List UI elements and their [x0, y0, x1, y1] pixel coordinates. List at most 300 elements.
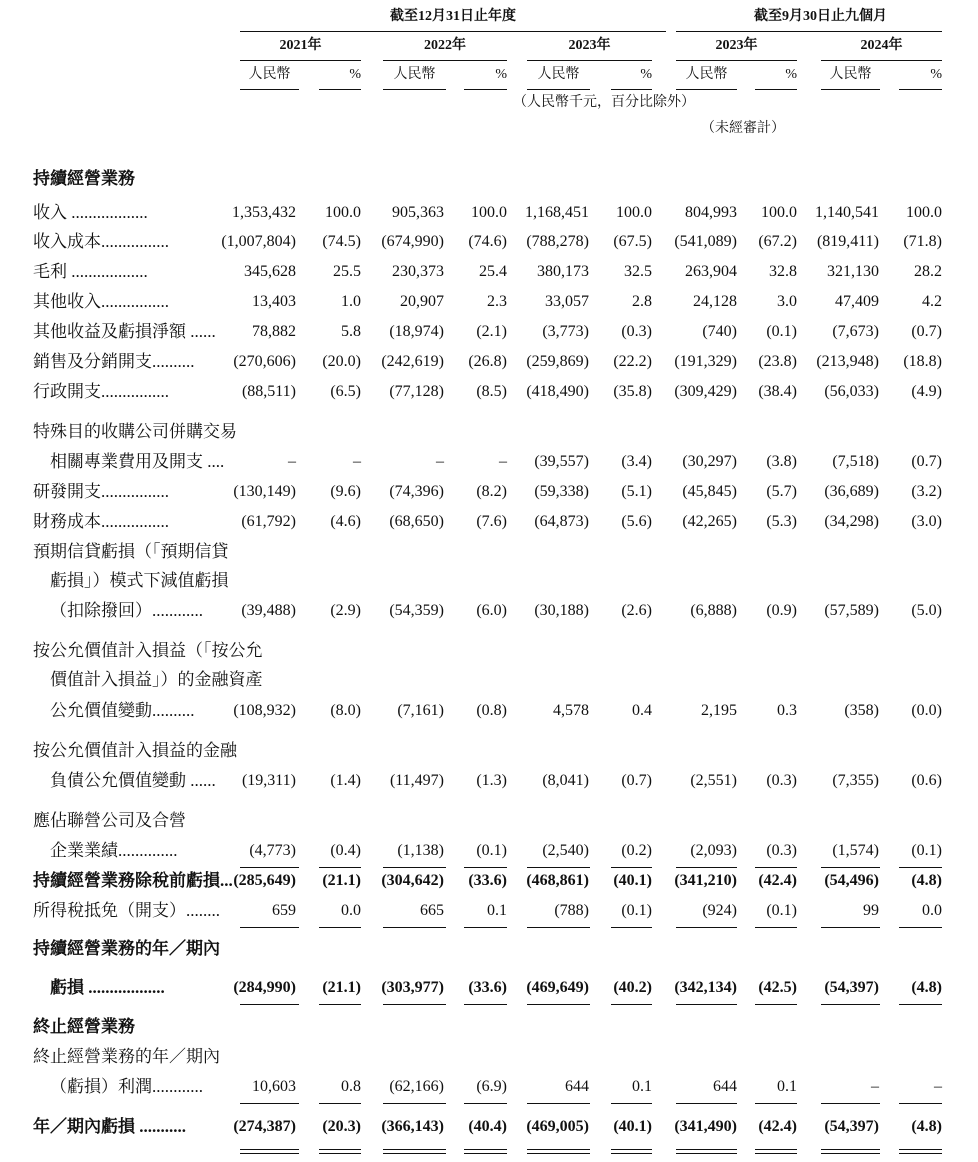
cell-value: (30,188)	[534, 602, 589, 619]
cell-value: (274,387)	[233, 1118, 296, 1135]
cell-value: 380,173	[537, 263, 589, 280]
cell-value: (2,551)	[690, 772, 737, 789]
cell-value: (1,574)	[832, 842, 879, 859]
row-label: （扣除撥回）............	[50, 601, 203, 620]
cell-value: 20,907	[400, 293, 444, 310]
cell-value: 10,603	[252, 1078, 296, 1095]
cell-value: 644	[565, 1078, 589, 1095]
cell-value: (924)	[702, 902, 737, 919]
year-header: 2022年	[424, 38, 466, 53]
cell-underline	[464, 1103, 507, 1104]
cell-value: 100.0	[325, 204, 361, 221]
cell-value: (0.3)	[766, 842, 797, 859]
cell-value: (2.9)	[330, 602, 361, 619]
cell-value: (6.5)	[330, 383, 361, 400]
cell-value: 1,353,432	[232, 204, 296, 221]
row-label: 研發開支................	[33, 482, 169, 501]
row-label: 其他收益及虧損淨額 ......	[33, 322, 216, 341]
percent-header: %	[930, 67, 942, 82]
cell-underline	[821, 1103, 880, 1104]
cell-value: (8.5)	[476, 383, 507, 400]
cell-value: 0.4	[632, 702, 652, 719]
cell-value: (33.6)	[468, 872, 507, 889]
cell-value: (0.0)	[911, 702, 942, 719]
cell-value: (2,093)	[690, 842, 737, 859]
cell-underline	[240, 1103, 299, 1104]
currency-rule	[821, 89, 880, 90]
cell-value: 100.0	[906, 204, 942, 221]
cell-double-underline	[676, 1149, 737, 1154]
row-label: 按公允價值計入損益（「按公允	[33, 641, 263, 660]
cell-value: 2.3	[487, 293, 507, 310]
row-label: 財務成本................	[33, 512, 169, 531]
cell-value: (309,429)	[674, 383, 737, 400]
cell-underline	[821, 1004, 880, 1005]
currency-header: 人民幣	[829, 67, 872, 82]
cell-value: 1.0	[341, 293, 361, 310]
cell-underline	[755, 927, 797, 928]
cell-value: (64,873)	[534, 513, 589, 530]
currency-header: 人民幣	[248, 67, 291, 82]
row-label: 虧損 ..................	[50, 978, 165, 997]
percent-rule	[899, 89, 942, 90]
cell-value: (0.1)	[911, 842, 942, 859]
cell-value: 33,057	[545, 293, 589, 310]
cell-value: (59,338)	[534, 483, 589, 500]
row-label: 公允價值變動..........	[50, 701, 195, 720]
cell-underline	[676, 867, 737, 868]
cell-value: (2.1)	[476, 323, 507, 340]
cell-value: (4.8)	[911, 1118, 942, 1135]
cell-value: (0.8)	[476, 702, 507, 719]
cell-value: 804,993	[685, 204, 737, 221]
cell-value: (8,041)	[542, 772, 589, 789]
year-header: 2021年	[279, 38, 322, 53]
cell-value: (788)	[554, 902, 589, 919]
cell-double-underline	[383, 1149, 446, 1154]
row-label: 年／期內虧損 ...........	[33, 1117, 186, 1136]
percent-rule	[319, 89, 361, 90]
cell-value: (40.4)	[468, 1118, 507, 1135]
row-label: 應佔聯營公司及合營	[33, 811, 186, 830]
cell-value: (74.5)	[322, 233, 361, 250]
cell-underline	[611, 927, 652, 928]
cell-value: (1.4)	[330, 772, 361, 789]
cell-value: (35.8)	[613, 383, 652, 400]
cell-value: 47,409	[835, 293, 879, 310]
percent-rule	[755, 89, 797, 90]
row-label: 持續經營業務除稅前虧損...	[33, 871, 233, 890]
row-label: 終止經營業務的年／期內	[33, 1047, 220, 1066]
percent-header: %	[785, 67, 797, 82]
cell-value: (7,355)	[832, 772, 879, 789]
percent-header: %	[495, 67, 507, 82]
cell-value: (0.9)	[766, 602, 797, 619]
cell-underline	[755, 1004, 797, 1005]
cell-value: (2,540)	[542, 842, 589, 859]
row-label: 其他收入................	[33, 292, 169, 311]
percent-header: %	[349, 67, 361, 82]
currency-rule	[676, 89, 737, 90]
cell-value: (56,033)	[824, 383, 879, 400]
cell-value: (77,128)	[389, 383, 444, 400]
cell-value: (5.1)	[621, 483, 652, 500]
cell-value: (62,166)	[389, 1078, 444, 1095]
cell-value: (20.0)	[322, 353, 361, 370]
cell-value: 4.2	[922, 293, 942, 310]
cell-value: (7.6)	[476, 513, 507, 530]
cell-value: (8.2)	[476, 483, 507, 500]
header-group-annual: 截至12月31日止年度	[390, 9, 516, 24]
row-label: 預期信貸虧損（「預期信貸	[33, 542, 229, 561]
cell-value: (42,265)	[682, 513, 737, 530]
cell-value: 2.8	[632, 293, 652, 310]
cell-value: (108,932)	[233, 702, 296, 719]
cell-value: (130,149)	[233, 483, 296, 500]
cell-underline	[527, 1103, 590, 1104]
cell-value: (67.5)	[613, 233, 652, 250]
cell-value: 644	[713, 1078, 737, 1095]
cell-value: (304,642)	[381, 872, 444, 889]
cell-value: (4.8)	[911, 872, 942, 889]
cell-underline	[611, 867, 652, 868]
cell-value: (6.9)	[476, 1078, 507, 1095]
cell-underline	[240, 867, 299, 868]
cell-double-underline	[527, 1149, 590, 1154]
cell-value: 5.8	[341, 323, 361, 340]
cell-value: (54,397)	[824, 979, 879, 996]
cell-underline	[676, 1103, 737, 1104]
cell-double-underline	[240, 1149, 299, 1154]
cell-value: (358)	[844, 702, 879, 719]
cell-double-underline	[464, 1149, 507, 1154]
cell-value: (57,589)	[824, 602, 879, 619]
row-label: 所得稅抵免（開支）........	[33, 901, 220, 920]
cell-value: (259,869)	[526, 353, 589, 370]
cell-value: 78,882	[252, 323, 296, 340]
row-label: 銷售及分銷開支..........	[33, 352, 195, 371]
cell-value: 100.0	[471, 204, 507, 221]
cell-value: (74.6)	[468, 233, 507, 250]
cell-value: (4.9)	[911, 383, 942, 400]
cell-value: (22.2)	[613, 353, 652, 370]
cell-value: (469,005)	[526, 1118, 589, 1135]
header-rule-annual	[240, 31, 666, 32]
year-header: 2023年	[715, 38, 758, 53]
cell-double-underline	[821, 1149, 880, 1154]
cell-value: –	[499, 453, 507, 470]
cell-value: 0.0	[922, 902, 942, 919]
cell-value: 345,628	[244, 263, 296, 280]
cell-underline	[899, 1103, 942, 1104]
cell-value: (418,490)	[526, 383, 589, 400]
cell-value: (3.0)	[911, 513, 942, 530]
cell-value: (7,518)	[832, 453, 879, 470]
currency-rule	[527, 89, 590, 90]
cell-value: (4.6)	[330, 513, 361, 530]
cell-value: (0.4)	[330, 842, 361, 859]
cell-value: 230,373	[392, 263, 444, 280]
cell-value: (20.3)	[322, 1118, 361, 1135]
cell-underline	[319, 1004, 361, 1005]
cell-value: (342,134)	[674, 979, 737, 996]
cell-value: (39,557)	[534, 453, 589, 470]
cell-value: 659	[272, 902, 296, 919]
cell-value: (54,397)	[824, 1118, 879, 1135]
cell-underline	[821, 927, 880, 928]
cell-value: (5.6)	[621, 513, 652, 530]
cell-value: 100.0	[616, 204, 652, 221]
cell-value: (54,359)	[389, 602, 444, 619]
year-rule	[240, 60, 361, 61]
year-rule	[527, 60, 652, 61]
cell-value: (40.1)	[613, 1118, 652, 1135]
row-label: 持續經營業務	[33, 169, 135, 188]
cell-value: (0.1)	[621, 902, 652, 919]
cell-value: (0.1)	[476, 842, 507, 859]
cell-value: (541,089)	[674, 233, 737, 250]
cell-value: (0.2)	[621, 842, 652, 859]
cell-underline	[319, 1103, 361, 1104]
row-label: （虧損）利潤............	[50, 1077, 203, 1096]
cell-value: 1,140,541	[815, 204, 879, 221]
cell-value: (213,948)	[816, 353, 879, 370]
cell-value: (19,311)	[241, 772, 296, 789]
cell-underline	[240, 927, 299, 928]
cell-double-underline	[899, 1149, 942, 1154]
cell-value: (33.6)	[468, 979, 507, 996]
row-label: 收入成本................	[33, 232, 169, 251]
cell-value: 1,168,451	[525, 204, 589, 221]
header-group-nine-months: 截至9月30日止九個月	[754, 9, 887, 24]
cell-value: (0.1)	[766, 323, 797, 340]
cell-value: (9.6)	[330, 483, 361, 500]
row-label: 終止經營業務	[33, 1017, 135, 1036]
cell-underline	[383, 927, 446, 928]
currency-header: 人民幣	[537, 67, 580, 82]
cell-value: 0.3	[777, 702, 797, 719]
cell-underline	[755, 1103, 797, 1104]
row-label: 虧損」）模式下減值虧損	[50, 571, 229, 590]
cell-value: (242,619)	[381, 353, 444, 370]
cell-value: (740)	[702, 323, 737, 340]
cell-underline	[676, 1004, 737, 1005]
cell-value: (4,773)	[249, 842, 296, 859]
cell-value: (0.1)	[766, 902, 797, 919]
cell-value: (23.8)	[758, 353, 797, 370]
cell-value: (5.7)	[766, 483, 797, 500]
cell-value: (469,649)	[526, 979, 589, 996]
cell-value: (5.3)	[766, 513, 797, 530]
cell-value: (1.3)	[476, 772, 507, 789]
currency-header: 人民幣	[685, 67, 728, 82]
year-rule	[676, 60, 797, 61]
year-header: 2023年	[568, 38, 611, 53]
cell-value: 28.2	[914, 263, 942, 280]
cell-value: (18,974)	[389, 323, 444, 340]
cell-value: 0.8	[341, 1078, 361, 1095]
cell-value: (21.1)	[322, 872, 361, 889]
cell-value: (0.6)	[911, 772, 942, 789]
cell-value: (303,977)	[381, 979, 444, 996]
cell-value: 0.1	[777, 1078, 797, 1095]
cell-value: (45,845)	[682, 483, 737, 500]
cell-underline	[464, 927, 507, 928]
cell-value: 3.0	[777, 293, 797, 310]
cell-value: 905,363	[392, 204, 444, 221]
row-label: 持續經營業務的年／期內	[33, 939, 220, 958]
cell-value: (0.3)	[621, 323, 652, 340]
cell-value: (88,511)	[241, 383, 296, 400]
cell-value: (11,497)	[389, 772, 444, 789]
percent-rule	[464, 89, 507, 90]
row-label: 企業業績..............	[50, 841, 178, 860]
cell-value: (42.4)	[758, 1118, 797, 1135]
cell-value: (40.1)	[613, 872, 652, 889]
cell-value: (40.2)	[613, 979, 652, 996]
row-label: 按公允價值計入損益的金融	[33, 741, 237, 760]
cell-value: 100.0	[761, 204, 797, 221]
cell-value: (1,007,804)	[221, 233, 296, 250]
cell-value: 32.5	[624, 263, 652, 280]
cell-underline	[611, 1004, 652, 1005]
row-label: 收入 ..................	[33, 203, 148, 222]
cell-value: (0.7)	[621, 772, 652, 789]
cell-underline	[527, 1004, 590, 1005]
cell-underline	[899, 867, 942, 868]
cell-underline	[383, 867, 446, 868]
cell-underline	[383, 1004, 446, 1005]
cell-value: (42.4)	[758, 872, 797, 889]
unaudited-note: （未經審計）	[701, 121, 785, 136]
cell-underline	[755, 867, 797, 868]
percent-header: %	[640, 67, 652, 82]
cell-value: (284,990)	[233, 979, 296, 996]
cell-value: –	[288, 453, 296, 470]
cell-value: 24,128	[693, 293, 737, 310]
cell-value: 0.1	[487, 902, 507, 919]
cell-value: (2.6)	[621, 602, 652, 619]
cell-value: 4,578	[553, 702, 589, 719]
cell-value: (0.7)	[911, 453, 942, 470]
unit-note: （人民幣千元，百分比除外）	[513, 95, 695, 110]
cell-value: (788,278)	[526, 233, 589, 250]
cell-underline	[319, 867, 361, 868]
row-label: 價值計入損益」）的金融資產	[50, 670, 263, 689]
cell-value: (34,298)	[824, 513, 879, 530]
cell-value: (68,650)	[389, 513, 444, 530]
cell-value: –	[871, 1078, 879, 1095]
cell-value: (8.0)	[330, 702, 361, 719]
cell-value: –	[934, 1078, 942, 1095]
cell-double-underline	[319, 1149, 361, 1154]
cell-value: (191,329)	[674, 353, 737, 370]
currency-rule	[240, 89, 299, 90]
cell-value: 0.1	[632, 1078, 652, 1095]
cell-value: 263,904	[685, 263, 737, 280]
cell-value: (42.5)	[758, 979, 797, 996]
cell-value: (285,649)	[233, 872, 296, 889]
cell-value: (7,673)	[832, 323, 879, 340]
row-label: 特殊目的收購公司併購交易	[33, 422, 237, 441]
cell-value: (18.8)	[903, 353, 942, 370]
cell-value: (1,138)	[397, 842, 444, 859]
cell-value: (4.8)	[911, 979, 942, 996]
cell-value: (6.0)	[476, 602, 507, 619]
cell-underline	[240, 1004, 299, 1005]
cell-underline	[464, 1004, 507, 1005]
cell-value: (3.2)	[911, 483, 942, 500]
cell-value: (61,792)	[241, 513, 296, 530]
cell-value: (67.2)	[758, 233, 797, 250]
cell-value: 665	[420, 902, 444, 919]
header-rule-nine-months	[676, 31, 942, 32]
cell-underline	[383, 1103, 446, 1104]
currency-header: 人民幣	[393, 67, 436, 82]
cell-value: (74,396)	[389, 483, 444, 500]
cell-underline	[821, 867, 880, 868]
year-rule	[821, 60, 942, 61]
cell-value: (38.4)	[758, 383, 797, 400]
row-label: 負債公允價值變動 ......	[50, 771, 216, 790]
cell-value: (54,496)	[824, 872, 879, 889]
row-label: 毛利 ..................	[33, 262, 148, 281]
cell-value: (21.1)	[322, 979, 361, 996]
year-rule	[383, 60, 507, 61]
year-header: 2024年	[860, 38, 903, 53]
cell-value: (5.0)	[911, 602, 942, 619]
cell-value: –	[436, 453, 444, 470]
cell-value: 25.5	[333, 263, 361, 280]
cell-underline	[611, 1103, 652, 1104]
cell-underline	[527, 927, 590, 928]
cell-value: (674,990)	[381, 233, 444, 250]
cell-value: (3.8)	[766, 453, 797, 470]
cell-underline	[527, 867, 590, 868]
cell-value: (30,297)	[682, 453, 737, 470]
cell-value: 2,195	[701, 702, 737, 719]
cell-value: 99	[863, 902, 879, 919]
cell-underline	[319, 927, 361, 928]
cell-value: (0.3)	[766, 772, 797, 789]
cell-value: (366,143)	[381, 1118, 444, 1135]
cell-value: (341,490)	[674, 1118, 737, 1135]
cell-value: 32.8	[769, 263, 797, 280]
cell-value: (36,689)	[824, 483, 879, 500]
cell-value: 0.0	[341, 902, 361, 919]
cell-value: 321,130	[827, 263, 879, 280]
cell-double-underline	[611, 1149, 652, 1154]
cell-underline	[464, 867, 507, 868]
cell-double-underline	[755, 1149, 797, 1154]
row-label: 相關專業費用及開支 ....	[50, 452, 225, 471]
cell-value: (819,411)	[816, 233, 879, 250]
cell-value: (26.8)	[468, 353, 507, 370]
cell-value: (341,210)	[674, 872, 737, 889]
cell-value: –	[353, 453, 361, 470]
cell-underline	[899, 1004, 942, 1005]
cell-value: (71.8)	[903, 233, 942, 250]
cell-value: (468,861)	[526, 872, 589, 889]
cell-value: (3,773)	[542, 323, 589, 340]
cell-value: (3.4)	[621, 453, 652, 470]
cell-value: 13,403	[252, 293, 296, 310]
cell-underline	[676, 927, 737, 928]
cell-value: (6,888)	[690, 602, 737, 619]
cell-value: (39,488)	[241, 602, 296, 619]
percent-rule	[611, 89, 652, 90]
currency-rule	[383, 89, 446, 90]
